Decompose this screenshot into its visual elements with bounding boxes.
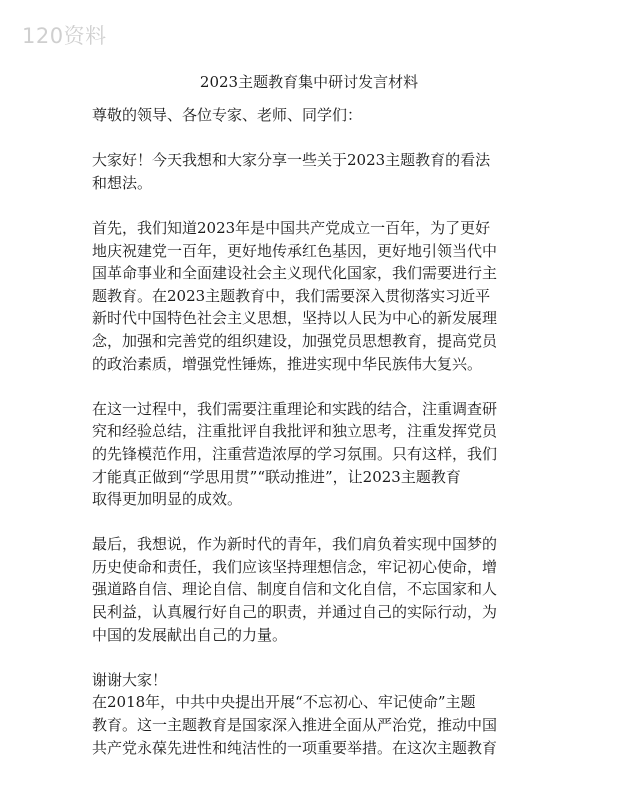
text-line: 地庆祝建党一百年，更好地传承红色基因，更好地引领当代中 <box>92 241 498 260</box>
paragraph-final <box>92 533 534 646</box>
paragraph-continuation <box>92 691 534 759</box>
text-line: 究和经验总结，注重批评自我批评和独立思考，注重发挥党员 <box>92 422 498 441</box>
text-line: 的政治素质，增强党性锤炼，推进实现中华民族伟大复兴。 <box>92 354 483 373</box>
text-line: 最后，我想说，作为新时代的青年，我们肩负着实现中国梦的 <box>92 535 498 554</box>
text-line: 新时代中国特色社会主义思想，坚持以人民为中心的新发展理 <box>92 309 498 328</box>
text-line: 教育。这一主题教育是国家深入推进全面从严治党，推动中国 <box>92 716 498 735</box>
text-line: 国革命事业和全面建设社会主义现代化国家，我们需要进行主 <box>92 264 498 283</box>
text-line: 强道路自信、理论自信、制度自信和文化自信，不忘国家和人 <box>92 580 498 599</box>
greeting: 尊敬的领导、各位专家、老师、同学们： <box>92 106 363 124</box>
text-line: 在这一过程中，我们需要注重理论和实践的结合，注重调查研 <box>92 399 498 418</box>
paragraph-intro <box>92 149 534 194</box>
text-line: 首先，我们知道2023年是中国共产党成立一百年，为了更好 <box>92 218 491 237</box>
text-line: 念，加强和完善党的组织建设，加强党员思想教育，提高党员 <box>92 331 498 350</box>
text-line: 大家好！今天我想和大家分享一些关于2023主题教育的看法 <box>92 151 491 170</box>
closing: 谢谢大家！ <box>92 670 168 689</box>
text-line: 取得更加明显的成效。 <box>92 490 243 509</box>
text-line: 题教育。在2023主题教育中，我们需要深入贯彻落实习近平 <box>92 286 491 305</box>
paragraph-first <box>92 217 534 375</box>
paragraph-process <box>92 398 534 511</box>
text-line: 才能真正做到“学思用贯”“联动推进”，让2023主题教育 <box>92 467 461 486</box>
paragraph-gap <box>92 194 534 217</box>
paragraph-gap <box>92 511 534 534</box>
text-line: 在2018年，中共中央提出开展“不忘初心、牢记使命”主题 <box>92 693 476 712</box>
document-title: 2023主题教育集中研讨发言材料 <box>199 73 419 91</box>
paragraph-gap <box>92 127 534 150</box>
text-line: 中国的发展献出自己的力量。 <box>92 625 288 644</box>
paragraph-gap <box>92 646 534 669</box>
text-line: 民利益，认真履行好自己的职责，并通过自己的实际行动，为 <box>92 603 498 622</box>
text-line: 的先锋模范作用，注重营造浓厚的学习氛围。只有这样，我们 <box>92 444 498 463</box>
watermark: 120资料 <box>22 24 107 48</box>
text-line: 和想法。 <box>92 173 153 192</box>
text-line: 共产党永葆先进性和纯洁性的一项重要举措。在这次主题教育 <box>92 738 498 757</box>
paragraph-gap <box>92 375 534 398</box>
text-line: 历史使命和责任，我们应该坚持理想信念，牢记初心使命，增 <box>92 557 498 576</box>
document-body <box>92 104 534 759</box>
